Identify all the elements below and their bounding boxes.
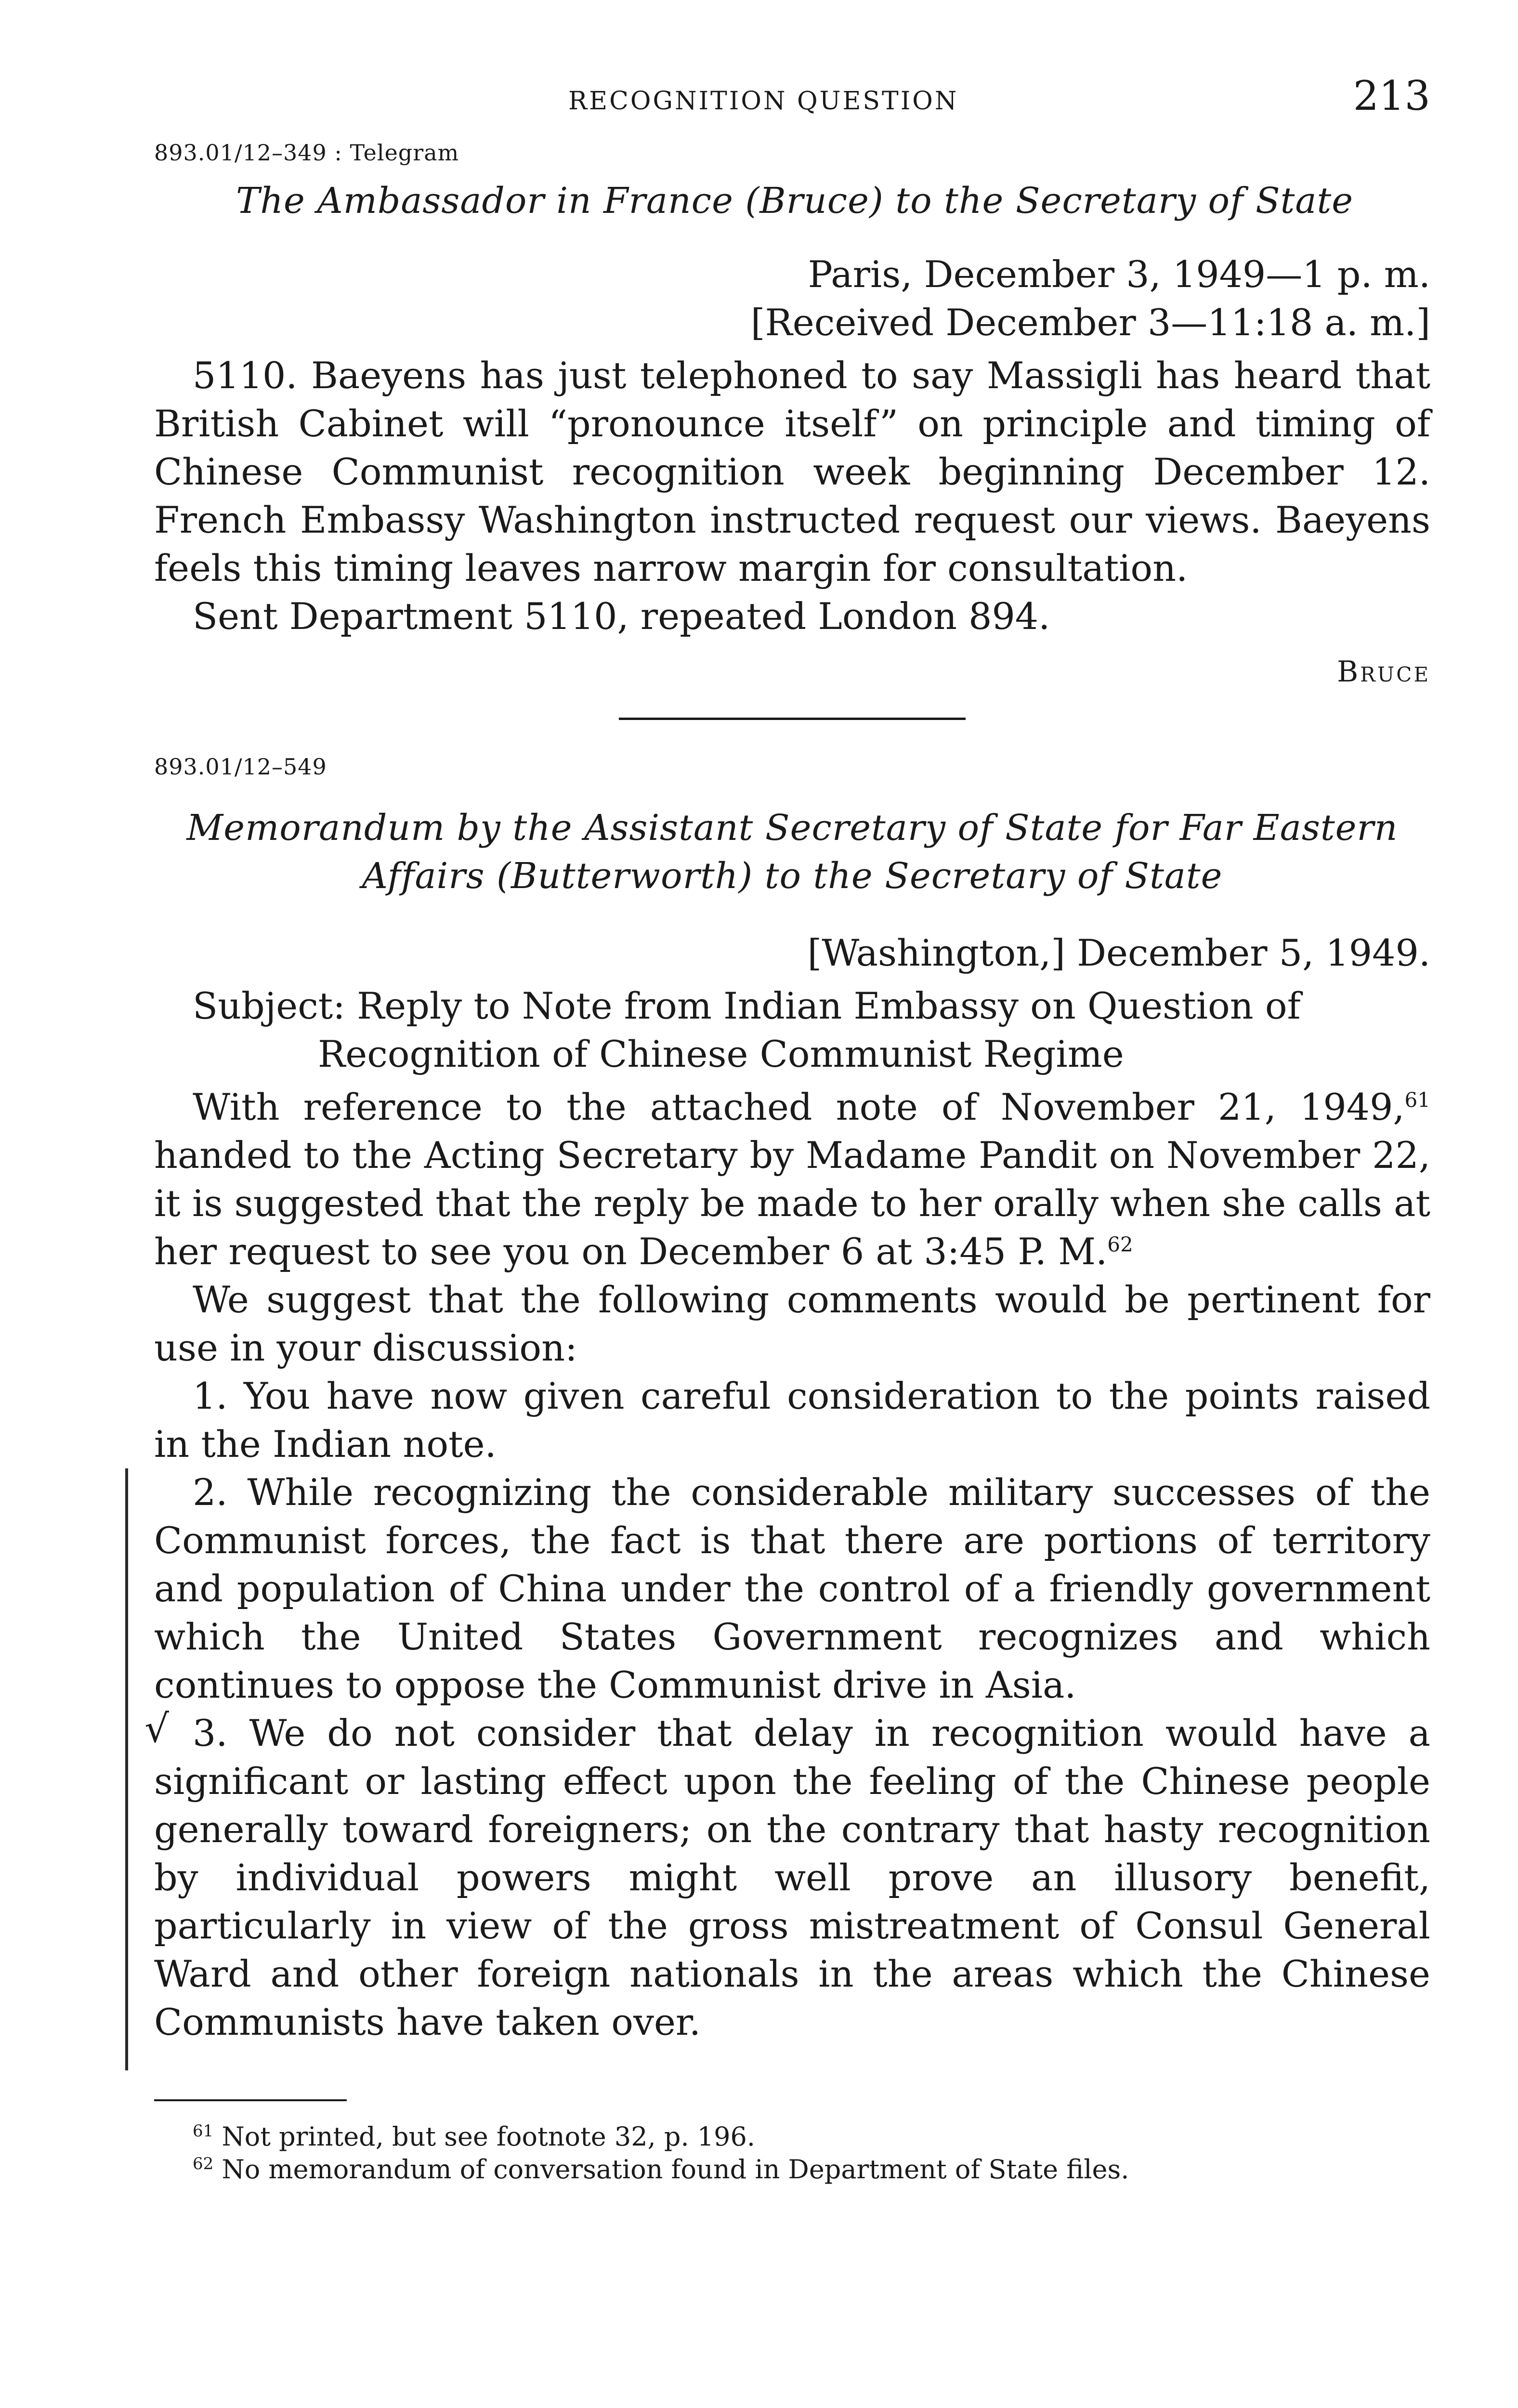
memorandum-file-ref: 893.01/12–549 xyxy=(154,754,327,780)
page-header xyxy=(154,72,1430,130)
page-number: 213 xyxy=(1353,72,1430,119)
running-head: RECOGNITION QUESTION xyxy=(568,87,959,116)
telegram-title: The Ambassador in France (Bruce) to the Secretary of State xyxy=(236,180,1354,222)
footnote-text: Not printed, but see footnote 32, p. 196. xyxy=(222,2121,756,2152)
footnote-marker: 61 xyxy=(193,2121,214,2141)
telegram-file-ref: 893.01/12–349 : Telegram xyxy=(154,140,459,166)
item-3-block xyxy=(144,1706,1430,2046)
document-page xyxy=(144,72,1430,2186)
footnote-marker: 62 xyxy=(193,2154,214,2173)
footnote-divider xyxy=(154,2099,347,2101)
footnote-62 xyxy=(154,2153,1430,2186)
footnote-text: No memorandum of conversation found in Department of State files. xyxy=(222,2154,1129,2185)
telegram-received: [Received December 3—11:18 a. m.] xyxy=(750,301,1430,344)
footnote-61 xyxy=(154,2120,1430,2153)
telegram-dateline: Paris, December 3, 1949—1 p. m. xyxy=(808,253,1430,296)
check-mark-icon: √ xyxy=(144,1706,169,1751)
memorandum-paragraph-1-part-a: With reference to the attached note of November 21, 1949, xyxy=(193,1086,1405,1128)
memorandum-paragraph-1-part-b: handed to the Acting Secretary by Madame Pandit on November 22, it is suggested that the reply be made to her orally when she calls at her request to see you on December 6 at 3:45 P. M. xyxy=(154,1134,1430,1273)
memorandum-item-2: 2. While recognizing the considerable military successes of the Communist forces, the fact is that there are portions of territory and population of China under the control of a friendly government which the United States Government recognizes and which continues to oppose the Communist drive in Asia. xyxy=(154,1471,1430,1706)
footnotes xyxy=(154,2120,1430,2186)
telegram-signature: Bruce xyxy=(1337,655,1430,689)
telegram-paragraph: 5110. Baeyens has just telephoned to say Massigli has heard that British Cabinet will “pronounce itself” on principle and timing of Chinese Communist recognition week beginning December 12. French Embassy Washington instructed request our views. Baeyens feels this timing leaves narrow margin for consultation. xyxy=(154,354,1430,589)
section-divider xyxy=(619,718,966,720)
memorandum-title xyxy=(154,804,1430,900)
memorandum-section xyxy=(144,754,1430,2046)
footnote-ref-61: 61 xyxy=(1404,1088,1430,1112)
memorandum-paragraph-2: We suggest that the following comments would be pertinent for use in your discussion: xyxy=(154,1278,1430,1369)
marked-passage xyxy=(144,1468,1430,2046)
memorandum-item-1: 1. You have now given careful consideration to the points raised in the Indian note. xyxy=(154,1374,1430,1466)
telegram-paragraph: Sent Department 5110, repeated London 894. xyxy=(193,595,1050,638)
memorandum-title-line1: Memorandum by the Assistant Secretary of State for Far Eastern xyxy=(186,807,1398,849)
margin-annotation-bar xyxy=(125,1468,128,2070)
memorandum-paragraph-1 xyxy=(154,1083,1430,1276)
memorandum-subject: Subject: Reply to Note from Indian Embassy on Question of Recognition of Chinese Communist Regime xyxy=(193,984,1301,1075)
footnote-ref-62: 62 xyxy=(1107,1232,1133,1256)
memorandum-dateline: [Washington,] December 5, 1949. xyxy=(807,931,1430,974)
memorandum-item-3: 3. We do not consider that delay in recognition would have a significant or lasting effect upon the feeling of the Chinese people generally toward foreigners; on the contrary that hasty recognition by individual powers might well prove an illusory benefit, particularly in view of the gross mistreatment of Consul General Ward and other foreign nationals in the areas which the Chinese Communists have taken over. xyxy=(154,1712,1430,2043)
telegram-section xyxy=(154,140,1430,689)
memorandum-title-line2: Affairs (Butterworth) to the Secretary of State xyxy=(362,855,1223,897)
